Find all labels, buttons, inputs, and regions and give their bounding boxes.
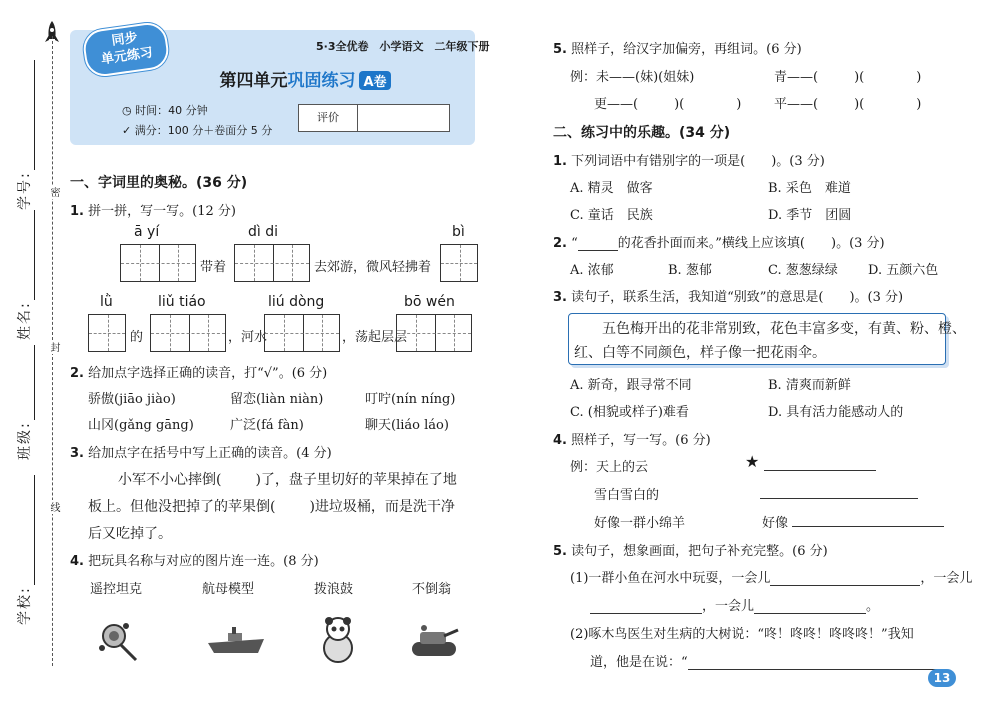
s2q5-sentence-2: (2)啄木鸟医生对生病的大树说：“咚！咚咚！咚咚咚！”我知	[570, 627, 914, 642]
writing-grid-liutiao[interactable]	[150, 314, 226, 352]
q1-text-3: 的	[130, 330, 144, 345]
writing-grid-didi[interactable]	[234, 244, 310, 282]
clock-icon: ◷	[122, 104, 136, 117]
s2q2-option-b[interactable]: B. 葱郁	[668, 263, 712, 278]
volume-badge: A卷	[359, 71, 390, 90]
quote-line-1: 五色梅开出的花非常别致，花色丰富多变，有黄、粉、橙、	[602, 321, 966, 337]
student-id-field[interactable]	[34, 60, 35, 170]
writing-grid-bowen[interactable]	[396, 314, 472, 352]
toy-name-2[interactable]: 航母模型	[202, 582, 255, 597]
q3-line-2: 板上。但他没把掉了的苹果倒( )进垃圾桶，而是洗干净	[88, 499, 455, 515]
pinyin-liudong: liú dòng	[268, 294, 325, 310]
writing-grid-ayi[interactable]	[120, 244, 196, 282]
q5-item-geng[interactable]: 更——( )( )	[594, 97, 742, 112]
question-2-4: 4. 照样子，写一写。(6 分)	[553, 433, 711, 448]
class-field[interactable]	[34, 345, 35, 420]
pinyin-didi: dì di	[248, 224, 279, 240]
section2-heading: 二、练习中的乐趣。(34 分)	[553, 125, 731, 141]
q5-item-ping[interactable]: 平——( )( )	[774, 97, 922, 112]
s2q3-option-c[interactable]: C. (相貌或样子)难看	[570, 405, 689, 420]
sync-practice-badge: 同步 单元练习	[81, 20, 171, 78]
s2q1-option-b[interactable]: B. 采色 难道	[768, 181, 851, 196]
seal-char-2: 封	[48, 342, 59, 352]
tumbler-doll-image[interactable]	[318, 615, 358, 667]
question-1-3: 3. 给加点字在括号中写上正确的读音。(4 分)	[70, 446, 332, 461]
school-field[interactable]	[34, 475, 35, 585]
s2q5-sentence-2b: 道，他是在说：“	[590, 651, 946, 670]
page-number: 13	[928, 669, 956, 687]
toy-name-1[interactable]: 遥控坦克	[90, 582, 143, 597]
writing-grid-bi[interactable]	[440, 244, 478, 282]
s2q5-sentence-1b: ，一会儿 。	[590, 595, 879, 614]
aircraft-carrier-image[interactable]	[206, 625, 266, 661]
s2q5-blank-4[interactable]	[688, 654, 946, 670]
q1-text-4: ，河水	[228, 330, 268, 345]
reading-choice-1[interactable]: 骄傲(jiāo jiào)	[88, 392, 176, 407]
student-id-label: 学号:	[17, 171, 33, 210]
s2q1-option-c[interactable]: C. 童话 民族	[570, 208, 653, 223]
reading-choice-2[interactable]: 留恋(liàn niàn)	[230, 392, 324, 407]
seal-char-3: 线	[48, 502, 59, 512]
series-info: 5·3全优卷 小学语文 二年级下册	[316, 40, 490, 53]
name-label: 姓名:	[17, 301, 33, 340]
s2q3-option-a[interactable]: A. 新奇，跟寻常不同	[570, 378, 692, 393]
page-title: 第四单元巩固练习 A卷	[140, 66, 470, 91]
writing-grid-lv[interactable]	[88, 314, 126, 352]
pinyin-bowen: bō wén	[404, 294, 455, 310]
s2q4-answer-line-3[interactable]	[792, 526, 944, 527]
question-1-2: 2. 给加点字选择正确的读音，打“√”。(6 分)	[70, 366, 328, 381]
q1-text-2: 去郊游，微风轻拂着	[314, 260, 432, 275]
question-2-3: 3. 读句子，联系生活，我知道“别致”的意思是( )。(3 分)	[553, 290, 904, 305]
star-icon: ★	[745, 452, 760, 471]
rating-box[interactable]	[298, 104, 450, 132]
score-info: ✓ 满分：100 分＋卷面分 5 分	[122, 124, 273, 137]
s2q3-option-d[interactable]: D. 具有活力能感动人的	[768, 405, 904, 420]
pinyin-ayi: ā yí	[134, 224, 160, 240]
s2q5-blank-3[interactable]	[754, 598, 866, 614]
school-label: 学校:	[17, 586, 33, 625]
s2q4-answer-line-2[interactable]	[760, 498, 918, 499]
q1-text-5: ，荡起层层	[342, 330, 408, 345]
reading-choice-3[interactable]: 叮咛(nín níng)	[365, 392, 456, 407]
question-1-4: 4. 把玩具名称与对应的图片连一连。(8 分)	[70, 554, 319, 569]
pinyin-liutiao: liǔ tiáo	[158, 294, 206, 310]
s2q4-example-3: 好像一群小绵羊	[594, 516, 686, 531]
time-info: ◷ 时间：40 分钟	[122, 104, 208, 117]
s2q2-option-c[interactable]: C. 葱葱绿绿	[768, 263, 838, 278]
pinyin-bi: bì	[452, 224, 465, 240]
check-icon: ✓	[122, 124, 135, 137]
class-label: 班级:	[17, 421, 33, 460]
s2q2-option-d[interactable]: D. 五颜六色	[868, 263, 939, 278]
quote-line-2: 红、白等不同颜色，样子像一把花雨伞。	[574, 345, 826, 361]
pinyin-lv: lǜ	[100, 294, 113, 310]
s2q4-example-2: 雪白雪白的	[594, 488, 660, 503]
q5-example: 例：未——(妹)(姐妹)	[570, 70, 695, 85]
q5-item-qing[interactable]: 青——( )( )	[774, 70, 922, 85]
question-1-5: 5. 照样子，给汉字加偏旁，再组词。(6 分)	[553, 42, 802, 57]
question-2-2: 2. “ 的花香扑面而来。”横线上应该填( )。(3 分)	[553, 236, 885, 251]
s2q5-blank-1[interactable]	[770, 570, 920, 586]
s2q5-sentence-1: (1)一群小鱼在河水中玩耍，一会儿 ，一会儿	[570, 571, 973, 586]
question-2-1: 1. 下列词语中有错别字的一项是( )。(3 分)	[553, 154, 825, 169]
q3-line-3: 后又吃掉了。	[88, 526, 172, 542]
reading-choice-4[interactable]: 山冈(gǎng gāng)	[88, 418, 194, 433]
reading-choice-5[interactable]: 广泛(fá fàn)	[230, 418, 304, 433]
question-1-1: 1. 拼一拼，写一写。(12 分)	[70, 204, 236, 219]
section1-heading: 一、字词里的奥秘。(36 分)	[70, 175, 248, 191]
seal-char-1: 密	[48, 187, 59, 197]
name-field[interactable]	[34, 210, 35, 300]
s2q1-option-a[interactable]: A. 精灵 做客	[570, 181, 653, 196]
writing-grid-liudong[interactable]	[264, 314, 340, 352]
s2q3-option-b[interactable]: B. 清爽而新鲜	[768, 378, 851, 393]
s2q1-option-d[interactable]: D. 季节 团圆	[768, 208, 852, 223]
s2q4-answer-line-1[interactable]	[764, 470, 876, 471]
rattle-drum-image[interactable]	[96, 620, 140, 668]
reading-choice-6[interactable]: 聊天(liáo láo)	[365, 418, 449, 433]
toy-name-3[interactable]: 拨浪鼓	[314, 582, 354, 597]
q3-line-1: 小军不小心摔倒( )了，盘子里切好的苹果掉在了地	[118, 472, 457, 488]
s2q4-example-1: 例：天上的云	[570, 460, 649, 475]
toy-name-4[interactable]: 不倒翁	[412, 582, 452, 597]
s2q2-blank[interactable]	[578, 235, 618, 251]
q1-text-1: 带着	[200, 260, 227, 275]
rc-tank-image[interactable]	[408, 622, 460, 664]
s2q2-option-a[interactable]: A. 浓郁	[570, 263, 614, 278]
s2q5-blank-2[interactable]	[590, 598, 702, 614]
s2q4-like-label: 好像	[762, 516, 789, 531]
question-2-5: 5. 读句子，想象画面，把句子补充完整。(6 分)	[553, 544, 828, 559]
rating-label: 评价	[299, 105, 358, 131]
